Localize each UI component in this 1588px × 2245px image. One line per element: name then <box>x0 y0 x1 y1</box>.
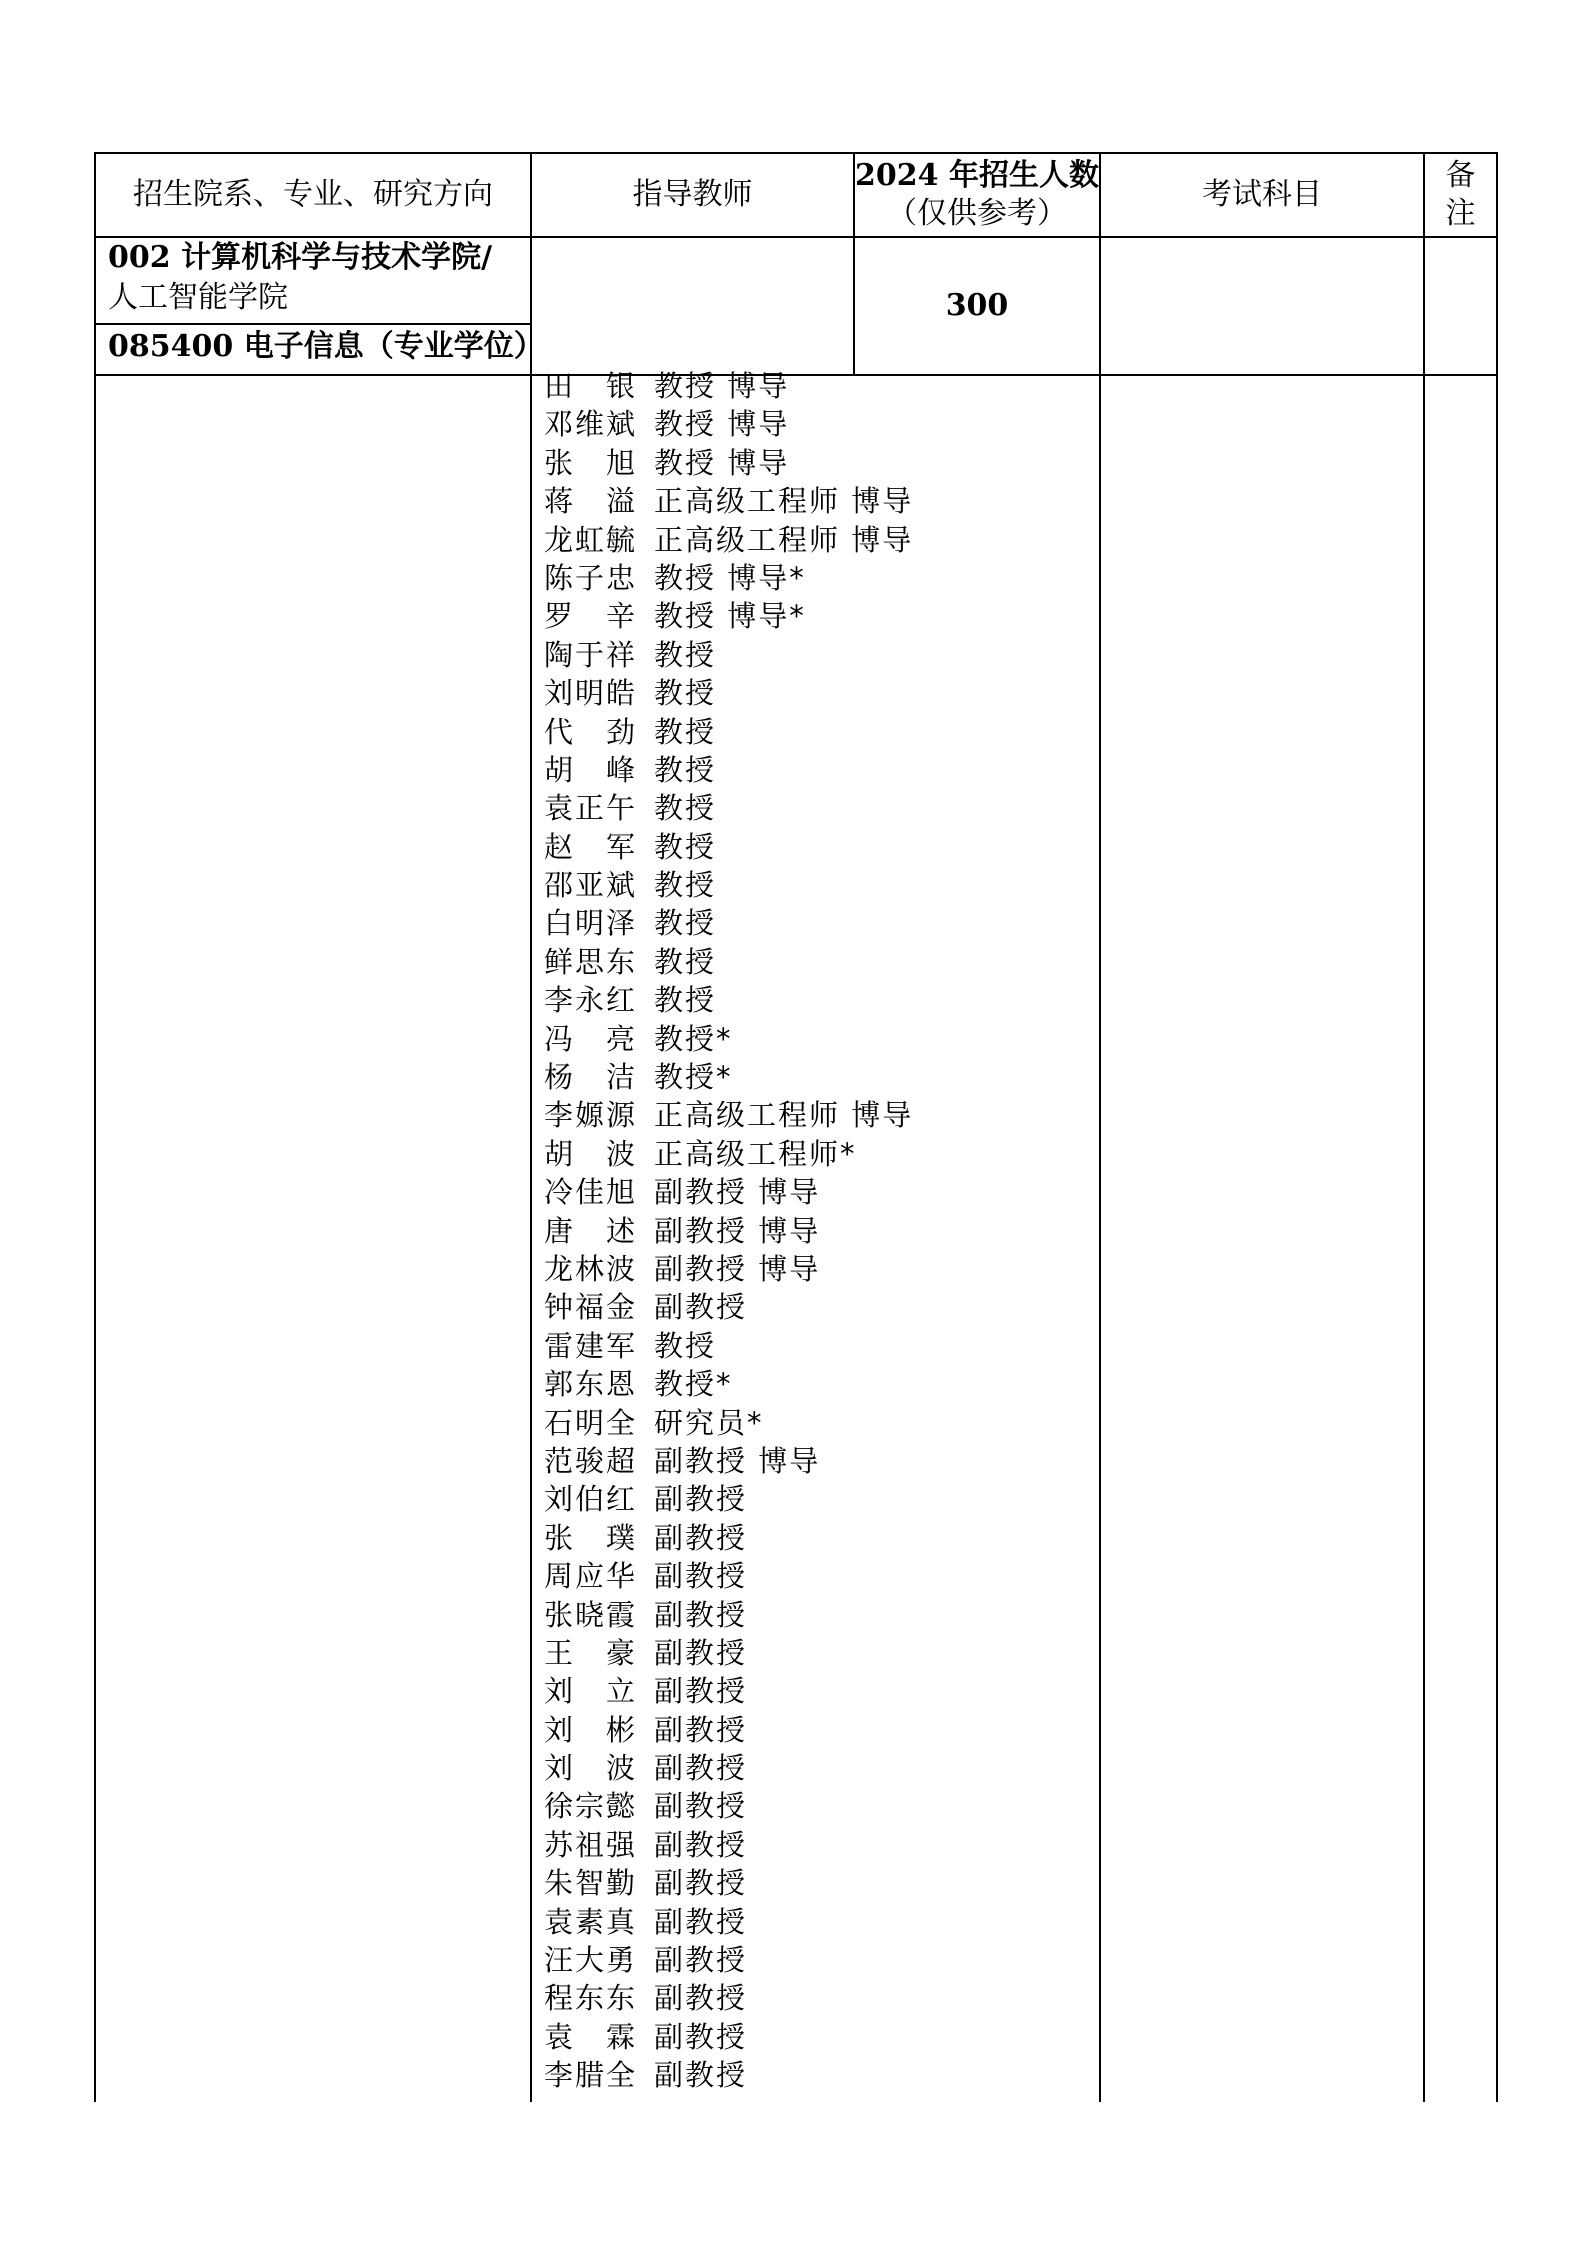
teacher-row <box>544 1020 1104 1058</box>
teacher-row <box>544 2018 1104 2056</box>
teacher-title: 正高级工程师 博导 <box>654 484 914 519</box>
teacher-name: 杨 洁 <box>544 1060 638 1095</box>
teacher-row <box>544 1903 1104 1941</box>
teacher-row <box>544 1979 1104 2017</box>
header-quota-line2: （仅供参考） <box>887 196 1067 231</box>
teacher-row <box>544 482 1104 520</box>
teacher-title: 副教授 <box>654 1520 748 1555</box>
teacher-title: 教授 博导* <box>654 560 806 595</box>
dept-divider <box>94 323 532 325</box>
teacher-name: 张 璞 <box>544 1520 638 1555</box>
teacher-row <box>544 367 1104 405</box>
teacher-name: 袁素真 <box>544 1904 638 1939</box>
teacher-name: 龙林波 <box>544 1251 638 1286</box>
teacher-row <box>544 981 1104 1019</box>
teacher-row <box>544 1327 1104 1365</box>
teacher-name: 李永红 <box>544 983 638 1018</box>
teacher-title: 副教授 <box>654 1482 748 1517</box>
teacher-name: 陶于祥 <box>544 637 638 672</box>
teacher-title: 教授 <box>654 983 717 1018</box>
teacher-title: 副教授 <box>654 1290 748 1325</box>
teacher-row <box>544 789 1104 827</box>
teacher-name: 邓维斌 <box>544 407 638 442</box>
teacher-name: 张 旭 <box>544 445 638 480</box>
teacher-row <box>544 1096 1104 1134</box>
teacher-title: 副教授 <box>654 1789 748 1824</box>
teacher-title: 教授 <box>654 676 717 711</box>
teacher-row <box>544 1672 1104 1710</box>
teacher-row <box>544 943 1104 981</box>
teacher-name: 陈子忠 <box>544 560 638 595</box>
teacher-title: 副教授 <box>654 1635 748 1670</box>
teacher-name: 代 劲 <box>544 714 638 749</box>
teacher-row <box>544 674 1104 712</box>
teacher-row <box>544 636 1104 674</box>
teacher-title: 副教授 <box>654 1559 748 1594</box>
teacher-title: 教授* <box>654 1060 733 1095</box>
teacher-name: 苏祖强 <box>544 1827 638 1862</box>
teacher-title: 教授 博导 <box>654 445 790 480</box>
teacher-name: 石明全 <box>544 1405 638 1440</box>
teacher-name: 冯 亮 <box>544 1021 638 1056</box>
teacher-name: 汪大勇 <box>544 1943 638 1978</box>
teacher-title: 教授 <box>654 714 717 749</box>
teacher-name: 范骏超 <box>544 1443 638 1478</box>
header-quota-line1: 2024 年招生人数 <box>855 158 1099 193</box>
teacher-name: 赵 军 <box>544 829 638 864</box>
teacher-title: 教授 博导 <box>654 407 790 442</box>
teacher-row <box>544 1365 1104 1403</box>
major-name: 085400 电子信息（专业学位） <box>108 329 544 364</box>
teacher-row <box>544 1596 1104 1634</box>
teacher-title: 正高级工程师 博导 <box>654 522 914 557</box>
teacher-name: 张晓霞 <box>544 1597 638 1632</box>
teacher-name: 刘 彬 <box>544 1712 638 1747</box>
teacher-title: 副教授 <box>654 2058 748 2093</box>
teacher-title: 教授 博导* <box>654 599 806 634</box>
teacher-name: 白明泽 <box>544 906 638 941</box>
teacher-row <box>544 1634 1104 1672</box>
teacher-row <box>544 713 1104 751</box>
teacher-title: 副教授 <box>654 1827 748 1862</box>
table-left-border <box>94 152 96 2102</box>
teacher-row <box>544 1749 1104 1787</box>
teacher-title: 副教授 <box>654 1674 748 1709</box>
teacher-name: 龙虹毓 <box>544 522 638 557</box>
teacher-row <box>544 904 1104 942</box>
teacher-name: 罗 辛 <box>544 599 638 634</box>
header-note-line1: 备 <box>1445 158 1476 193</box>
teacher-title: 副教授 <box>654 1751 748 1786</box>
teacher-name: 钟福金 <box>544 1290 638 1325</box>
teacher-title: 副教授 <box>654 1866 748 1901</box>
teacher-title: 副教授 <box>654 1712 748 1747</box>
teacher-row <box>544 1787 1104 1825</box>
teacher-name: 徐宗懿 <box>544 1789 638 1824</box>
teacher-title: 教授 <box>654 637 717 672</box>
teacher-row <box>544 828 1104 866</box>
teacher-name: 邵亚斌 <box>544 868 638 903</box>
teacher-row <box>544 559 1104 597</box>
teacher-list <box>544 367 1104 2095</box>
teacher-title: 副教授 <box>654 1943 748 1978</box>
teacher-row <box>544 1212 1104 1250</box>
teacher-title: 教授 博导 <box>654 369 790 403</box>
teacher-name: 胡 波 <box>544 1136 638 1171</box>
dept-line2: 人工智能学院 <box>108 280 288 315</box>
teacher-title: 副教授 <box>654 1597 748 1632</box>
teacher-row <box>544 1058 1104 1096</box>
teacher-row <box>544 1711 1104 1749</box>
teacher-row <box>544 521 1104 559</box>
teacher-name: 袁正午 <box>544 791 638 826</box>
header-quota <box>855 154 1099 236</box>
teacher-name: 李嫄源 <box>544 1098 638 1133</box>
teacher-name: 田 银 <box>544 369 638 403</box>
teacher-title: 教授 <box>654 752 717 787</box>
header-note-line2: 注 <box>1445 196 1476 231</box>
teacher-title: 正高级工程师 博导 <box>654 1098 914 1133</box>
col-divider-4 <box>1423 152 1425 2102</box>
teacher-title: 副教授 <box>654 2019 748 2054</box>
teacher-row <box>544 1173 1104 1211</box>
teacher-name: 刘伯红 <box>544 1482 638 1517</box>
teacher-title: 教授 <box>654 868 717 903</box>
teacher-name: 周应华 <box>544 1559 638 1594</box>
teacher-row <box>544 1826 1104 1864</box>
teacher-title: 副教授 博导 <box>654 1443 821 1478</box>
teacher-title: 副教授 博导 <box>654 1213 821 1248</box>
enrollment-table <box>94 152 1498 2102</box>
teacher-title: 副教授 <box>654 1981 748 2016</box>
table-right-border <box>1496 152 1498 2102</box>
teacher-row <box>544 1519 1104 1557</box>
col-divider-1 <box>530 152 532 2102</box>
teacher-name: 胡 峰 <box>544 752 638 787</box>
teacher-title: 研究员* <box>654 1405 764 1440</box>
teacher-title: 副教授 博导 <box>654 1251 821 1286</box>
teacher-row <box>544 1864 1104 1902</box>
teacher-title: 教授 <box>654 906 717 941</box>
header-teacher-text: 指导教师 <box>632 177 753 212</box>
teacher-title: 教授 <box>654 1328 717 1363</box>
teacher-row <box>544 866 1104 904</box>
header-dept-text: 招生院系、专业、研究方向 <box>133 177 493 212</box>
teacher-row <box>544 1442 1104 1480</box>
teacher-name: 刘 立 <box>544 1674 638 1709</box>
teacher-name: 蒋 溢 <box>544 484 638 519</box>
teacher-row <box>544 444 1104 482</box>
teacher-row <box>544 2056 1104 2094</box>
teacher-row <box>544 1288 1104 1326</box>
teacher-name: 程东东 <box>544 1981 638 2016</box>
teacher-row <box>544 597 1104 635</box>
teacher-name: 郭东恩 <box>544 1367 638 1402</box>
teacher-name: 唐 述 <box>544 1213 638 1248</box>
teacher-title: 副教授 <box>654 1904 748 1939</box>
header-exam-text: 考试科目 <box>1202 177 1322 212</box>
teacher-name: 冷佳旭 <box>544 1175 638 1210</box>
teacher-row <box>544 1941 1104 1979</box>
header-dept <box>96 154 530 236</box>
teacher-row <box>544 1404 1104 1442</box>
header-exam <box>1101 154 1423 236</box>
teacher-row <box>544 1250 1104 1288</box>
teacher-row <box>544 1480 1104 1518</box>
header-teacher <box>532 154 853 236</box>
quota-number: 300 <box>945 288 1009 323</box>
teacher-title: 教授 <box>654 791 717 826</box>
teacher-name: 李腊全 <box>544 2058 638 2093</box>
dept-line1: 002 计算机科学与技术学院/ <box>108 240 493 275</box>
teacher-name: 袁 霖 <box>544 2019 638 2054</box>
teacher-name: 王 豪 <box>544 1635 638 1670</box>
teacher-title: 教授 <box>654 829 717 864</box>
teacher-name: 雷建军 <box>544 1328 638 1363</box>
teacher-title: 教授* <box>654 1367 733 1402</box>
header-note <box>1425 154 1496 236</box>
teacher-title: 教授 <box>654 944 717 979</box>
quota-value <box>855 238 1099 374</box>
teacher-name: 刘明皓 <box>544 676 638 711</box>
teacher-title: 教授* <box>654 1021 733 1056</box>
teacher-row <box>544 1135 1104 1173</box>
teacher-row <box>544 405 1104 443</box>
teacher-row <box>544 751 1104 789</box>
teacher-title: 副教授 博导 <box>654 1175 821 1210</box>
teacher-name: 刘 波 <box>544 1751 638 1786</box>
teacher-name: 朱智勤 <box>544 1866 638 1901</box>
teacher-row <box>544 1557 1104 1595</box>
teacher-title: 正高级工程师* <box>654 1136 857 1171</box>
teacher-name: 鲜思东 <box>544 944 638 979</box>
